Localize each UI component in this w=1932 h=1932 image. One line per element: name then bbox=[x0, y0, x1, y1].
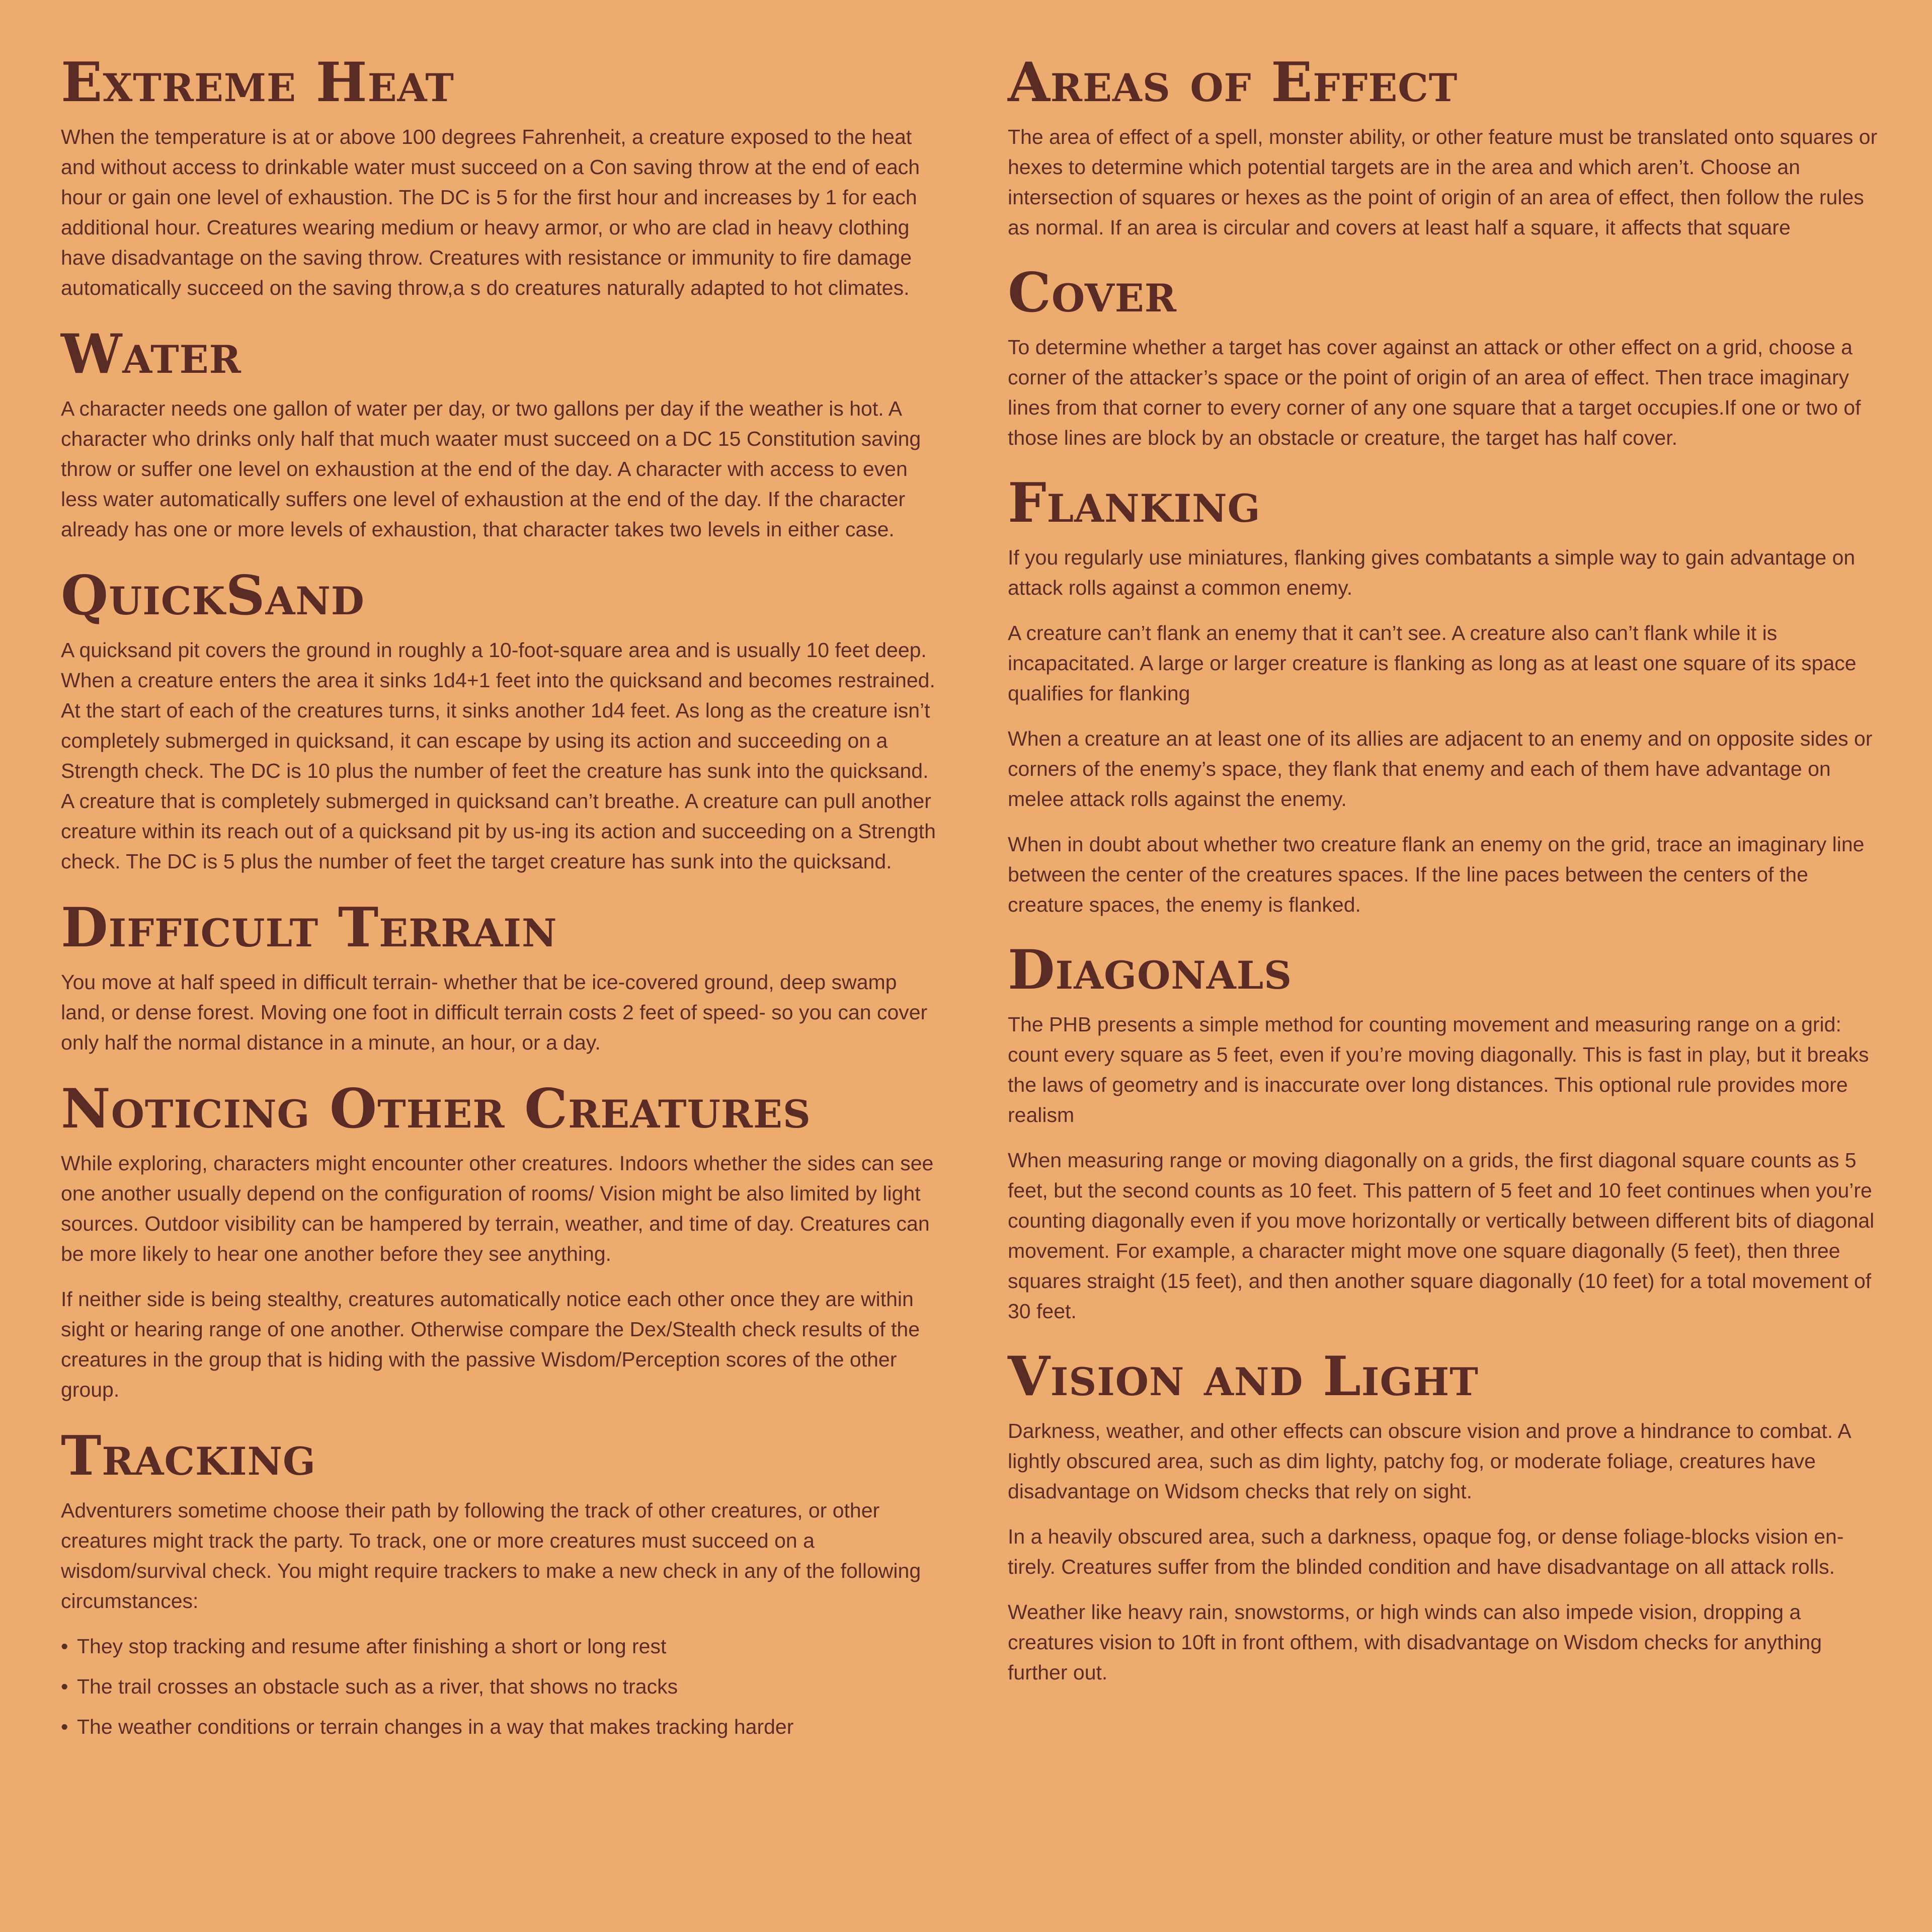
paragraph: When the temperature is at or above 100 degrees Fahrenheit, a creature exposed to the heat and without access to drinkable water must succeed on a Con saving throw at the end of each hour or gain one level of exhaustion. The DC is 5 for the first hour and increases by 1 for each additional hour. Creatures wearing medium or heavy armor, or who are clad in heavy clothing have disadvantage on the saving throw. Creatures with resistance or immunity to fire damage automatically succeed on the saving throw,a s do creatures naturally adapted to hot climates. bbox=[61, 125, 920, 299]
section-title: QuickSand bbox=[61, 564, 365, 627]
section-title: Water bbox=[61, 323, 242, 386]
paragraph: If you regularly use miniatures, flanking gives combatants a simple way to gain advantage on attack rolls against a common enemy. bbox=[1008, 546, 1856, 599]
section-extreme-heat bbox=[61, 50, 939, 303]
section-water bbox=[61, 322, 939, 544]
section-title: Flanking bbox=[1008, 471, 1261, 535]
list-item: • The trail crosses an obstacle such as a river, that shows no tracks bbox=[61, 1671, 939, 1702]
section-diagonals bbox=[1008, 938, 1886, 1326]
list-item: • The weather conditions or terrain changes in a way that makes tracking harder bbox=[61, 1712, 939, 1742]
section-title: Extreme Heat bbox=[61, 51, 454, 114]
paragraph: In a heavily obscured area, such a darkness, opaque fog, or dense foliage-blocks vision en-tirely. Creatures suffer from the blinded condition and have disadvantage on all attack rolls. bbox=[1008, 1525, 1844, 1578]
paragraph: Weather like heavy rain, snowstorms, or high winds can also impede vision, dropping a creatures vision to 10ft in front ofthem, with disadvantage on Wisdom checks for anything further out. bbox=[1008, 1600, 1822, 1684]
tracking-circumstances-list bbox=[61, 1631, 939, 1742]
paragraph: A character needs one gallon of water per day, or two gallons per day if the weather is hot. A character who drinks only half that much waater must succeed on a DC 15 Constitution saving throw or suffer one level on exhaustion at the end of the day. A character with access to even less water automatically suffers one level of exhaustion at the end of the day. If the character already has one or more levels of exhaustion, that character takes two levels in either case. bbox=[61, 397, 921, 541]
section-title: Noticing Other Creatures bbox=[61, 1077, 811, 1141]
paragraph: Darkness, weather, and other effects can obscure vision and prove a hindrance to combat. A lightly obscured area, such as dim lighty, patchy fog, or moderate foliage, creatures have disadvantage on Widsom checks that rely on sight. bbox=[1008, 1419, 1850, 1503]
paragraph: To determine whether a target has cover against an attack or other effect on a grid, choose a corner of the attacker’s space or the point of origin of an area of effect. Then trace imaginary lines from that corner to every corner of any one square that a target occupies.If one or two of those lines are block by an obstacle or creature, the target has half cover. bbox=[1008, 336, 1861, 449]
section-noticing-other-creatures bbox=[61, 1077, 939, 1405]
section-title: Difficult Terrain bbox=[61, 896, 557, 959]
section-quicksand bbox=[61, 564, 939, 876]
paragraph: If neither side is being stealthy, creatures automatically notice each other once they are within sight or hearing range of one another. Otherwise compare the Dex/Stealth check results of the creatures in the group that is hiding with the passive Wisdom/Perception scores of the other group. bbox=[61, 1287, 920, 1401]
right-column bbox=[1008, 50, 1886, 1706]
section-vision-and-light bbox=[1008, 1344, 1886, 1687]
list-item: • They stop tracking and resume after finishing a short or long rest bbox=[61, 1631, 939, 1661]
paragraph: The area of effect of a spell, monster ability, or other feature must be translated onto squares or hexes to determine which potential targets are in the area and which aren’t. Choose an intersection of squares or hexes as the point of origin of an area of effect, then follow the rules as normal. If an area is circular and covers at least half a square, it affects that square bbox=[1008, 125, 1878, 239]
paragraph: While exploring, characters might encounter other creatures. Indoors whether the sides can see one another usually depend on the configuration of rooms/ Vision might be also limited by light sources. Outdoor visibility can be hampered by terrain, weather, and time of day. Creatures can be more likely to hear one another before they see anything. bbox=[61, 1152, 934, 1265]
section-title: Cover bbox=[1008, 261, 1177, 325]
paragraph: You move at half speed in difficult terrain- whether that be ice-covered ground, deep swamp land, or dense forest. Moving one foot in difficult terrain costs 2 feet of speed- so you can cover only half the normal distance in a minute, an hour, or a day. bbox=[61, 971, 928, 1054]
paragraph: When in doubt about whether two creature flank an enemy on the grid, trace an imaginary line between the center of the creatures spaces. If the line paces between the centers of the creature spaces, the enemy is flanked. bbox=[1008, 833, 1865, 916]
section-title: Areas of Effect bbox=[1008, 51, 1458, 114]
paragraph: When measuring range or moving diagonally on a grids, the first diagonal square counts as 5 feet, but the second counts as 10 feet. This pattern of 5 feet and 10 feet continues when you’re counting diagonally even if you move horizontally or vertically between different bits of diagonal movement. For example, a character might move one square diagonally (5 feet), then three squares straight (15 feet), and then another square diagonally (10 feet) for a total movement of 30 feet. bbox=[1008, 1149, 1875, 1323]
section-flanking bbox=[1008, 471, 1886, 920]
paragraph: A creature can’t flank an enemy that it can’t see. A creature also can’t flank while it is incapacitated. A large or larger creature is flanking as long as at least one square of its space qualifies for flanking bbox=[1008, 621, 1857, 705]
section-difficult-terrain bbox=[61, 896, 939, 1058]
paragraph: A quicksand pit covers the ground in roughly a 10-foot-square area and is usually 10 feet deep. When a creature enters the area it sinks 1d4+1 feet into the quicksand and becomes restrained. At the start of each of the creatures turns, it sinks another 1d4 feet. As long as the creature isn’t completely submerged in quicksand, it can escape by using its action and succeeding on a Strength check. The DC is 10 plus the number of feet the creature has sunk into the quicksand. A creature that is completely submerged in quicksand can’t breathe. A creature can pull another creature within its reach out of a quicksand pit by us-ing its action and succeeding on a Strength check. The DC is 5 plus the number of feet the target creature has sunk into the quicksand. bbox=[61, 638, 936, 873]
section-tracking bbox=[61, 1424, 939, 1742]
paragraph: Adventurers sometime choose their path by following the track of other creatures, or other creatures might track the party. To track, one or more creatures must succeed on a wisdom/survival check. You might require trackers to make a new check in any of the following circumstances: bbox=[61, 1499, 921, 1613]
paragraph: The PHB presents a simple method for counting movement and measuring range on a grid: count every square as 5 feet, even if you’re moving diagonally. This is fast in play, but it breaks the laws of geometry and is inaccurate over long distances. This optional rule provides more realism bbox=[1008, 1013, 1869, 1126]
section-title: Tracking bbox=[61, 1424, 316, 1488]
section-cover bbox=[1008, 261, 1886, 453]
section-title: Diagonals bbox=[1008, 938, 1293, 1002]
paragraph: When a creature an at least one of its allies are adjacent to an enemy and on opposite sides or corners of the enemy’s space, they flank that enemy and each of them have advantage on melee attack rolls against the enemy. bbox=[1008, 727, 1873, 811]
section-title: Vision and Light bbox=[1008, 1345, 1479, 1408]
left-column bbox=[61, 50, 939, 1761]
section-areas-of-effect bbox=[1008, 50, 1886, 243]
